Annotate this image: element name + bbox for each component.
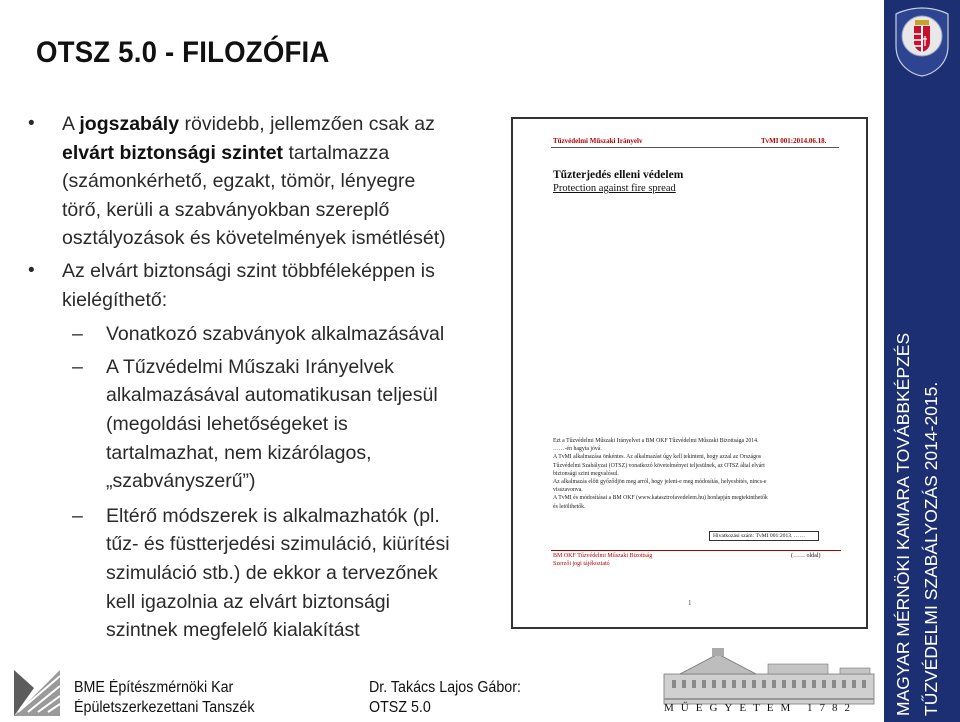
doc-body-line: A TvMI alkalmazása önkéntes. Az alkalmazást úgy kell tekinteni, hogy azzal az Országos (553, 454, 762, 461)
bullet-text: osztályozások és követelmények ismétlését) (62, 227, 446, 250)
sub-bullet-text: alkalmazásával automatikusan teljesül (106, 384, 438, 407)
sub-bullet-text: tartalmazhat, nem kizárólagos, (106, 441, 372, 464)
doc-body-line: és letölthetők. (553, 503, 586, 510)
footer-author: Dr. Takács Lajos Gábor: (369, 679, 521, 696)
university-wordmark: MŰEGYETEM 1782 (664, 702, 858, 714)
doc-subheading: Protection against fire spread (553, 183, 676, 194)
doc-body (553, 437, 843, 511)
bullet-item (28, 257, 506, 314)
sub-bullet-text: „szabványszerű”) (106, 470, 256, 493)
doc-body-line: biztonsági szint megvalósul. (553, 470, 619, 477)
doc-footer-rule (551, 550, 841, 551)
bullet-dot: • (28, 259, 35, 281)
bullet-dot: • (28, 113, 35, 134)
bullet-list (28, 110, 506, 645)
bullet-text: tartalmazza (283, 141, 390, 164)
doc-footer-right: (…… oldal) (791, 553, 821, 559)
doc-body-line: Tűzvédelmi Szabályzat (OTSZ) vonatkozó követelményei teljesülnek, az OTSZ által elvárt (553, 462, 765, 469)
sidebar-text-line2: TŰZVÉDELMI SZABÁLYOZÁS 2014-2015. (921, 381, 941, 716)
bullet-text: Az elvárt biztonsági szint többféleképpen is (62, 259, 435, 282)
bme-faculty-logo-icon (14, 660, 60, 716)
sub-bullet-text: tűz- és füstterjedési szimuláció, kiürítési (106, 533, 450, 556)
doc-footer-left: BM OKF Tűzvédelmi Műszaki Bizottság (553, 553, 653, 559)
doc-body-line: visszavonva. (553, 487, 583, 494)
sub-bullet-text: szintnek megfelelő kialakítást (106, 619, 360, 642)
footer-faculty: BME Építészmérnöki Kar (74, 679, 234, 696)
bullet-text: törő, kerüli a szabványokban szereplő (62, 198, 390, 221)
sub-bullet-item (28, 320, 506, 349)
doc-body-line: Az alkalmazás előtt győződjön meg arról, hogy jelent-e meg módosítás, helyesbítés, nincs-e (553, 479, 767, 486)
slide-title: OTSZ 5.0 - FILOZÓFIA (36, 36, 330, 69)
doc-body-line: Ezt a Tűzvédelmi Műszaki Irányelvet a BM OKF Tűzvédelmi Műszaki Bizottsága 2014. (553, 438, 759, 444)
doc-header-rule (551, 147, 839, 148)
bullet-text: kielégíthető: (62, 288, 168, 311)
sub-bullet-text: szimuláció stb.) de ekkor a tervezőnek (106, 561, 438, 584)
sub-bullet-text: A Tűzvédelmi Műszaki Irányelvek (106, 355, 394, 378)
sub-bullet-text: (megoldási lehetőségeket is (106, 412, 348, 435)
dash-marker: – (72, 355, 83, 378)
chamber-crest-icon (892, 6, 952, 78)
sub-bullet-text: Eltérő módszerek is alkalmazhatók (pl. (106, 504, 440, 527)
document-preview (511, 117, 868, 629)
sub-bullet-item (28, 502, 506, 645)
doc-page-number: 1 (688, 599, 692, 607)
doc-body-line: ……-én hagyta jóvá. (553, 446, 602, 453)
doc-footer-left2: Szerzői jogi tájékoztató (553, 561, 610, 567)
footer-department: Épületszerkezettani Tanszék (74, 699, 255, 716)
doc-heading: Tűzterjedés elleni védelem (553, 169, 684, 181)
bullet-item (28, 110, 506, 253)
footer-topic: OTSZ 5.0 (369, 699, 431, 716)
bullet-text: A (62, 113, 80, 135)
doc-body-line: A TvMI és módosításai a BM OKF (www.katasztrofavedelem.hu) honlapján megtekinthetők (553, 495, 768, 502)
bullet-bold: jogszabály (79, 113, 180, 135)
bullet-bold: elvárt biztonsági szintet (62, 141, 284, 164)
bullet-text: rövidebb, jellemzően csak az (179, 113, 435, 135)
sub-bullet-item (28, 353, 506, 496)
dash-marker: – (72, 504, 83, 527)
doc-reference-box: Hivatkozási szám: TvMI 001:2013. …… (709, 531, 819, 541)
sidebar-text-line1: MAGYAR MÉRNÖKI KAMARA TOVÁBBKÉPZÉS (893, 332, 913, 716)
doc-header-left: Tűzvédelmi Műszaki Irányelv (553, 137, 643, 145)
dash-marker: – (72, 323, 83, 346)
sub-bullet-text: Vonatkozó szabványok alkalmazásával (106, 323, 445, 346)
doc-header-right: TvMI 001:2014.06.18. (761, 137, 827, 145)
sub-bullet-text: kell igazolnia az elvárt biztonsági (106, 590, 390, 613)
bullet-text: (számonkérhető, egzakt, tömör, lényegre (62, 170, 416, 193)
